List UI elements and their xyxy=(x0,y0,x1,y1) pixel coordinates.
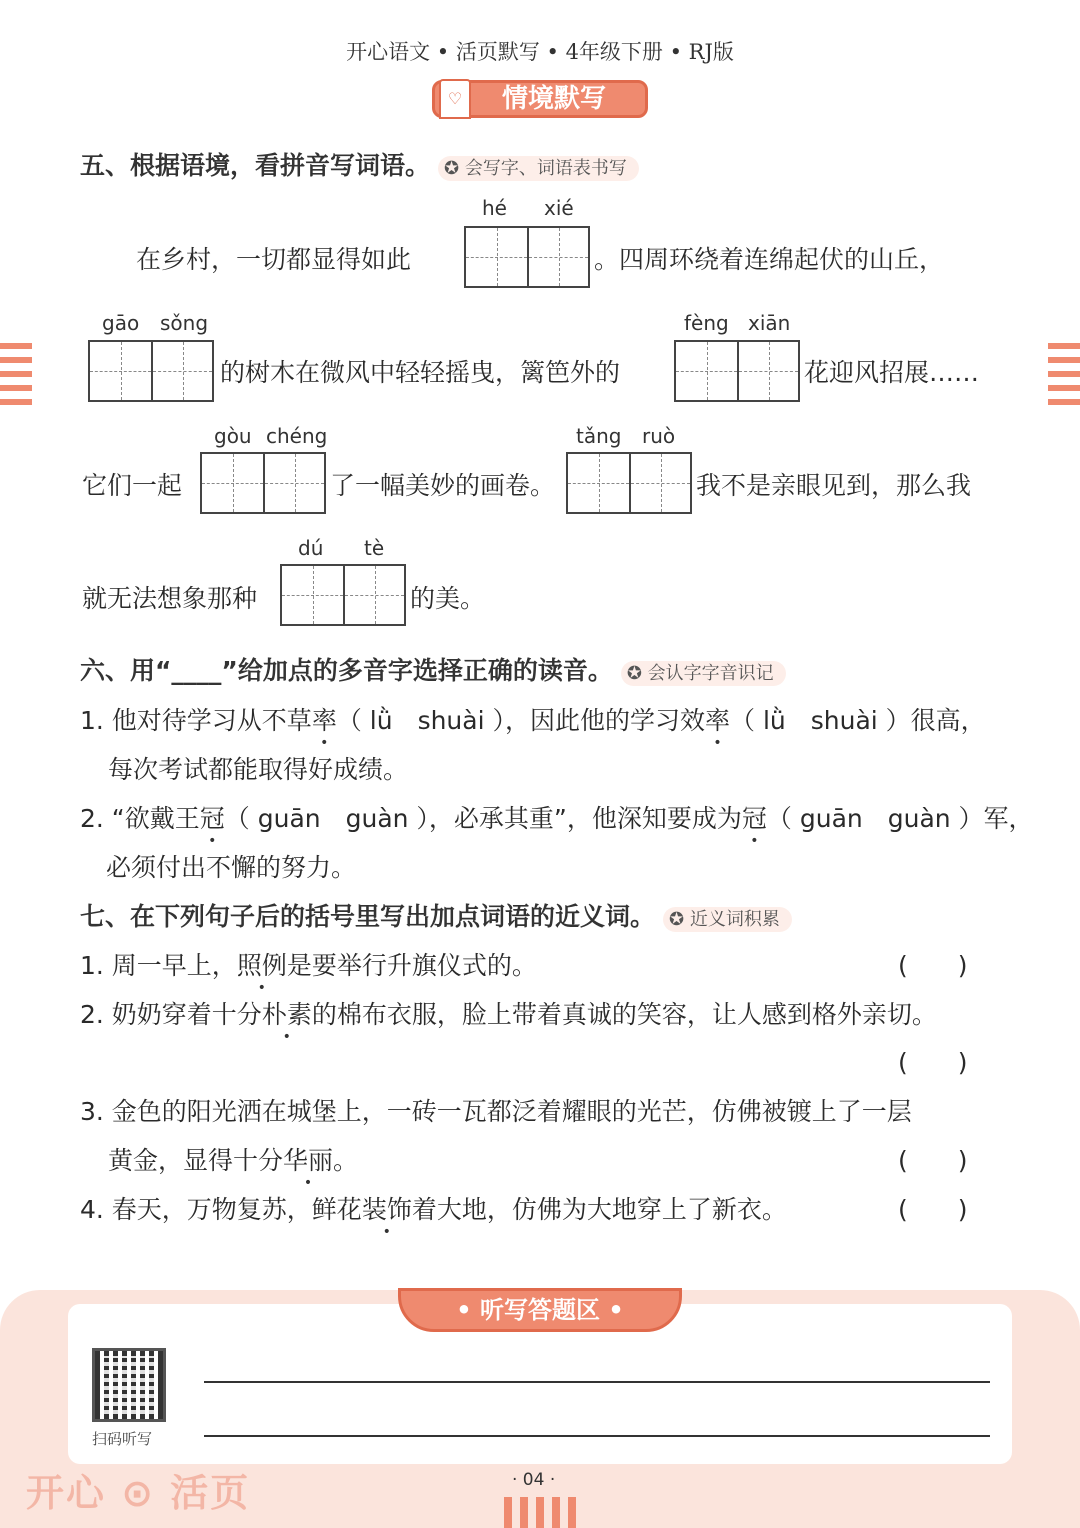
question-7-1: 1. 周一早上，照例是要举行升旗仪式的。 xyxy=(80,951,537,980)
sentence-text: 了一幅美妙的画卷。 xyxy=(330,471,556,500)
qr-label: 扫码听写 xyxy=(92,1430,153,1448)
qr-code-pattern xyxy=(100,1356,158,1414)
badge-label: 情境默写 xyxy=(501,84,606,114)
question-6-1-cont: 每次考试都能取得好成绩。 xyxy=(108,755,409,784)
pinyin: xié xyxy=(544,196,574,220)
reading-choice[interactable]: （ lǜ shuài ）很高， xyxy=(730,706,986,735)
question-6-2: 2. “欲戴王冠（ guān guàn ），必承其重”，他深知要成为冠（ guān guàn ）军， xyxy=(80,804,1034,833)
reading-choice[interactable]: （ guān guàn ），必承其重”，他深知要成为 xyxy=(224,804,742,833)
section-5-tag: ✪ 会写字、词语表书写 xyxy=(438,156,639,181)
brand-watermark: 开心 ⊙ 活页 xyxy=(26,1471,251,1515)
writing-grid-goucheng[interactable] xyxy=(200,452,326,514)
sentence-text: 它们一起 xyxy=(82,471,183,500)
pinyin: fèng xyxy=(684,311,729,335)
pinyin: chéng xyxy=(266,424,328,448)
pinyin: tè xyxy=(364,536,385,560)
section-badge xyxy=(432,80,648,118)
answer-line[interactable] xyxy=(204,1381,990,1383)
answer-line[interactable] xyxy=(204,1435,990,1437)
answer-parentheses[interactable]: ( ) xyxy=(898,1195,968,1224)
pinyin: hé xyxy=(482,196,507,220)
right-edge-marks xyxy=(1048,343,1080,417)
writing-grid-dute[interactable] xyxy=(280,564,406,626)
question-7-3: 3. 金色的阳光洒在城堡上，一砖一瓦都泛着耀眼的光芒，仿佛被镀上了一层 xyxy=(80,1097,912,1126)
writing-grid-hexie[interactable] xyxy=(464,226,590,288)
sentence-text: 的树木在微风中轻轻摇曳，篱笆外的 xyxy=(220,358,621,387)
pinyin: tǎng xyxy=(576,424,622,448)
writing-grid-fengxian[interactable] xyxy=(674,340,800,402)
pinyin: gòu xyxy=(214,424,252,448)
question-7-2: 2. 奶奶穿着十分朴素的棉布衣服，脸上带着真诚的笑容，让人感到格外亲切。 xyxy=(80,1000,937,1029)
question-6-1: 1. 他对待学习从不草率（ lǜ shuài ），因此他的学习效率（ lǜ shuài ）很高， xyxy=(80,706,986,735)
answer-parentheses[interactable]: ( ) xyxy=(898,951,968,980)
pinyin: dú xyxy=(298,536,324,560)
page-tab-marks xyxy=(504,1497,580,1528)
writing-grid-tangruo[interactable] xyxy=(566,452,692,514)
page-number: · 04 · xyxy=(512,1470,556,1490)
sentence-text: 就无法想象那种 xyxy=(82,584,258,613)
left-edge-marks xyxy=(0,343,32,417)
sentence-text: 。四周环绕着连绵起伏的山丘， xyxy=(594,245,945,274)
writing-grid-gaosong[interactable] xyxy=(88,340,214,402)
pinyin: gāo xyxy=(102,311,140,335)
question-6-2-cont: 必须付出不懈的努力。 xyxy=(106,853,357,882)
question-7-4: 4. 春天，万物复苏，鲜花装饰着大地，仿佛为大地穿上了新衣。 xyxy=(80,1195,787,1224)
sentence-text: 的美。 xyxy=(410,584,486,613)
sentence-text: 花迎风招展…… xyxy=(804,358,980,387)
sentence-text: 在乡村，一切都显得如此 xyxy=(136,245,412,274)
page-header: 开心语文 • 活页默写 • 4年级下册 • RJ版 xyxy=(346,40,734,64)
pinyin: xiān xyxy=(748,311,791,335)
reading-choice[interactable]: （ lǜ shuài ），因此他的学习效 xyxy=(336,706,705,735)
answer-parentheses[interactable]: ( ) xyxy=(898,1146,968,1175)
section-7-tag: ✪ 近义词积累 xyxy=(663,907,792,932)
sentence-text: 我不是亲眼见到，那么我 xyxy=(696,471,972,500)
answer-parentheses[interactable]: ( ) xyxy=(898,1048,968,1077)
pinyin: ruò xyxy=(642,424,676,448)
section-6-tag: ✪ 会认字字音识记 xyxy=(621,661,786,686)
section-6-title: 六、用“____”给加点的多音字选择正确的读音。 ✪ 会认字字音识记 xyxy=(80,651,786,687)
bookmark-heart-icon: ♡ xyxy=(439,79,471,119)
pinyin: sǒng xyxy=(160,311,209,335)
section-7-title: 七、在下列句子后的括号里写出加点词语的近义词。 ✪ 近义词积累 xyxy=(80,897,792,933)
section-5-title: 五、根据语境，看拼音写词语。 ✪ 会写字、词语表书写 xyxy=(80,146,639,182)
question-7-3-cont: 黄金，显得十分华丽。 xyxy=(108,1146,359,1175)
reading-choice[interactable]: （ guān guàn ）军， xyxy=(766,804,1034,833)
answer-area-tab: • 听写答题区 • xyxy=(398,1288,682,1332)
